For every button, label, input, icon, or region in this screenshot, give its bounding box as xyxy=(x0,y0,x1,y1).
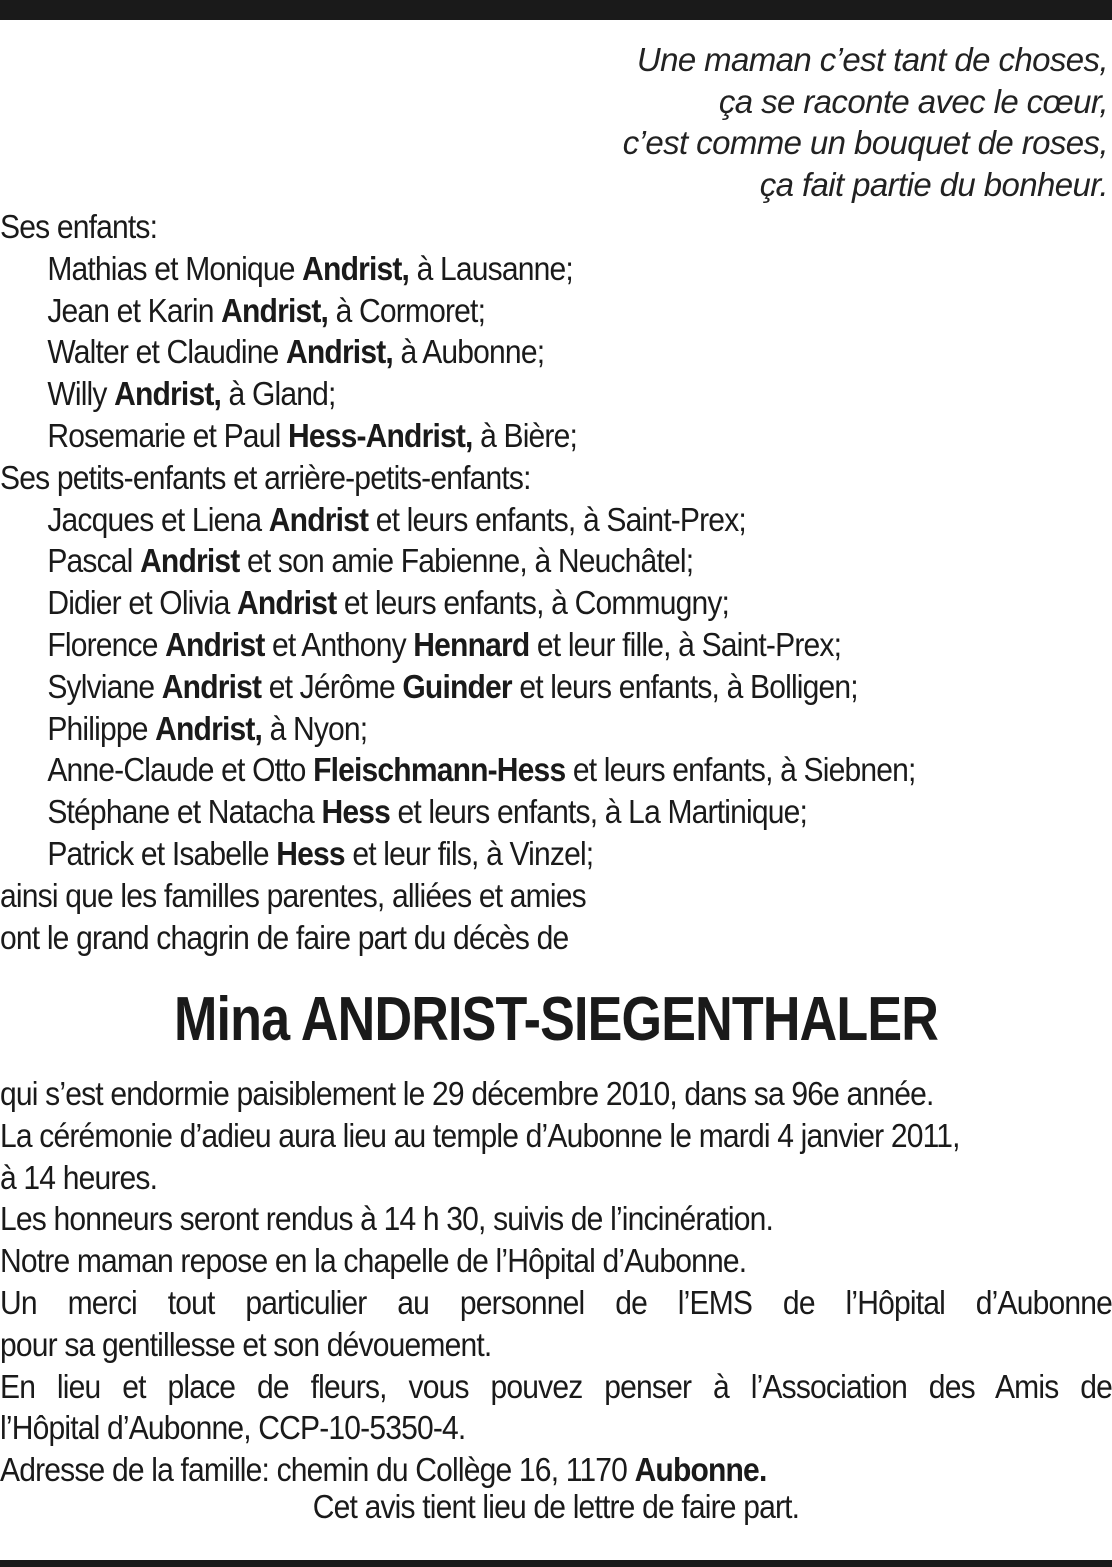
grandchild-names: Philippe xyxy=(47,709,156,747)
details-line: En lieu et place de fleurs, vous pouvez penser à l’Association des Amis de xyxy=(0,1367,1112,1405)
child-names: Walter et Claudine xyxy=(47,333,287,371)
child-names: Rosemarie et Paul xyxy=(47,416,288,454)
grandchild-names: Florence xyxy=(47,625,166,663)
grandchild-surname: Andrist xyxy=(140,542,240,580)
child-names: Willy xyxy=(47,375,115,413)
grandchild-surname: Fleischmann-Hess xyxy=(313,751,566,789)
child-place: à Aubonne; xyxy=(392,333,545,371)
child-entry xyxy=(0,373,1012,415)
grandchild-detail: et leur fils, à Vinzel; xyxy=(344,834,594,872)
grandchild-detail: et leurs enfants, à Saint-Prex; xyxy=(368,500,746,538)
poem-line: c’est comme un bouquet de roses, xyxy=(622,124,1108,162)
deceased-name: Mina ANDRIST-SIEGENTHALER xyxy=(173,985,939,1054)
children-heading: Ses enfants: xyxy=(0,208,158,245)
child-place: à Lausanne; xyxy=(409,249,573,287)
partner-surname: Hennard xyxy=(413,625,530,663)
address-text: Adresse de la famille: chemin du Collège 16, 1170 xyxy=(0,1451,635,1489)
grandchild-entry xyxy=(0,582,1012,624)
address-town: Aubonne. xyxy=(634,1451,767,1489)
grandchild-names: Anne-Claude et Otto xyxy=(47,751,314,789)
details-line: qui s’est endormie paisiblement le 29 décembre 2010, dans sa 96e année. xyxy=(0,1075,934,1112)
grandchild-surname: Andrist, xyxy=(155,709,263,747)
details-line: à 14 heures. xyxy=(0,1158,158,1196)
grandchild-names: Stéphane et Natacha xyxy=(47,793,322,831)
child-surname: Andrist, xyxy=(221,291,329,329)
grandchild-surname: Andrist xyxy=(236,584,337,622)
details-line: pour sa gentillesse et son dévouement. xyxy=(0,1325,492,1363)
grandchild-surname: Andrist xyxy=(165,625,265,663)
grandchild-entry xyxy=(0,666,1012,708)
details-block xyxy=(0,1072,1112,1490)
child-names: Jean et Karin xyxy=(47,291,222,329)
grandchild-entry xyxy=(0,708,1012,750)
grandchild-entry xyxy=(0,791,1012,833)
grandchild-detail: et Jérôme xyxy=(261,667,403,705)
grandchild-surname: Andrist xyxy=(161,667,262,705)
families-line: ainsi que les familles parentes, alliées et amies xyxy=(0,876,586,914)
child-entry xyxy=(0,290,1012,332)
grandchild-surname: Hess xyxy=(276,834,345,872)
child-place: à Gland; xyxy=(221,375,336,413)
closing-note: Cet avis tient lieu de lettre de faire part. xyxy=(312,1488,800,1525)
child-surname: Andrist, xyxy=(286,333,393,371)
grandchild-names: Pascal xyxy=(47,542,141,580)
poem-line: ça se raconte avec le cœur, xyxy=(718,82,1108,120)
top-rule xyxy=(0,0,1112,20)
grandchild-detail-2: et leurs enfants, à Bolligen; xyxy=(511,667,858,705)
details-line: Un merci tout particulier au personnel de l’EMS de l’Hôpital d’Aubonne xyxy=(0,1283,1112,1321)
details-line: Les honneurs seront rendus à 14 h 30, suivis de l’incinération. xyxy=(0,1200,774,1238)
details-line: Notre maman repose en la chapelle de l’Hôpital d’Aubonne. xyxy=(0,1242,747,1280)
poem-line: ça fait partie du bonheur. xyxy=(759,166,1108,204)
grandchild-names: Jacques et Liena xyxy=(47,500,269,538)
child-entry xyxy=(0,415,1012,457)
grandchild-names: Didier et Olivia xyxy=(47,584,237,622)
partner-surname: Guinder xyxy=(402,667,512,705)
child-entry xyxy=(0,248,1012,290)
grandchildren-heading: Ses petits-enfants et arrière-petits-enfants: xyxy=(0,458,531,496)
poem xyxy=(308,39,1108,206)
grandchild-entry xyxy=(0,499,1012,541)
grandchild-detail: à Nyon; xyxy=(262,709,368,747)
poem-line: Une maman c’est tant de choses, xyxy=(636,41,1108,78)
child-place: à Bière; xyxy=(472,416,578,454)
grandchild-detail: et son amie Fabienne, à Neuchâtel; xyxy=(239,542,694,580)
grandchild-surname: Andrist xyxy=(268,500,369,538)
family-address xyxy=(0,1448,1112,1490)
details-line: La cérémonie d’adieu aura lieu au temple d’Aubonne le mardi 4 janvier 2011, xyxy=(0,1116,960,1154)
child-surname: Andrist, xyxy=(302,249,410,287)
child-surname: Andrist, xyxy=(114,375,222,413)
bottom-rule xyxy=(0,1560,1112,1567)
grandchild-names: Sylviane xyxy=(47,667,162,705)
announce-line: ont le grand chagrin de faire part du décès de xyxy=(0,918,569,956)
grandchild-detail: et leurs enfants, à Commugny; xyxy=(336,584,730,622)
details-line: l’Hôpital d’Aubonne, CCP-10-5350-4. xyxy=(0,1409,466,1447)
grandchild-entry xyxy=(0,624,1012,666)
grandchild-entry xyxy=(0,540,1012,582)
grandchild-entry xyxy=(0,749,1012,791)
grandchild-entry xyxy=(0,833,1012,875)
grandchild-detail: et leurs enfants, à La Martinique; xyxy=(389,793,808,831)
grandchild-names: Patrick et Isabelle xyxy=(47,834,277,872)
child-names: Mathias et Monique xyxy=(47,249,303,287)
grandchild-surname: Hess xyxy=(321,793,390,831)
grandchild-detail: et leurs enfants, à Siebnen; xyxy=(565,751,916,789)
grandchild-detail: et Anthony xyxy=(264,625,414,663)
family-list xyxy=(0,206,1012,958)
child-place: à Cormoret; xyxy=(328,291,486,329)
child-entry xyxy=(0,331,1012,373)
child-surname: Hess-Andrist, xyxy=(287,416,473,454)
grandchild-detail-2: et leur fille, à Saint-Prex; xyxy=(529,625,842,663)
